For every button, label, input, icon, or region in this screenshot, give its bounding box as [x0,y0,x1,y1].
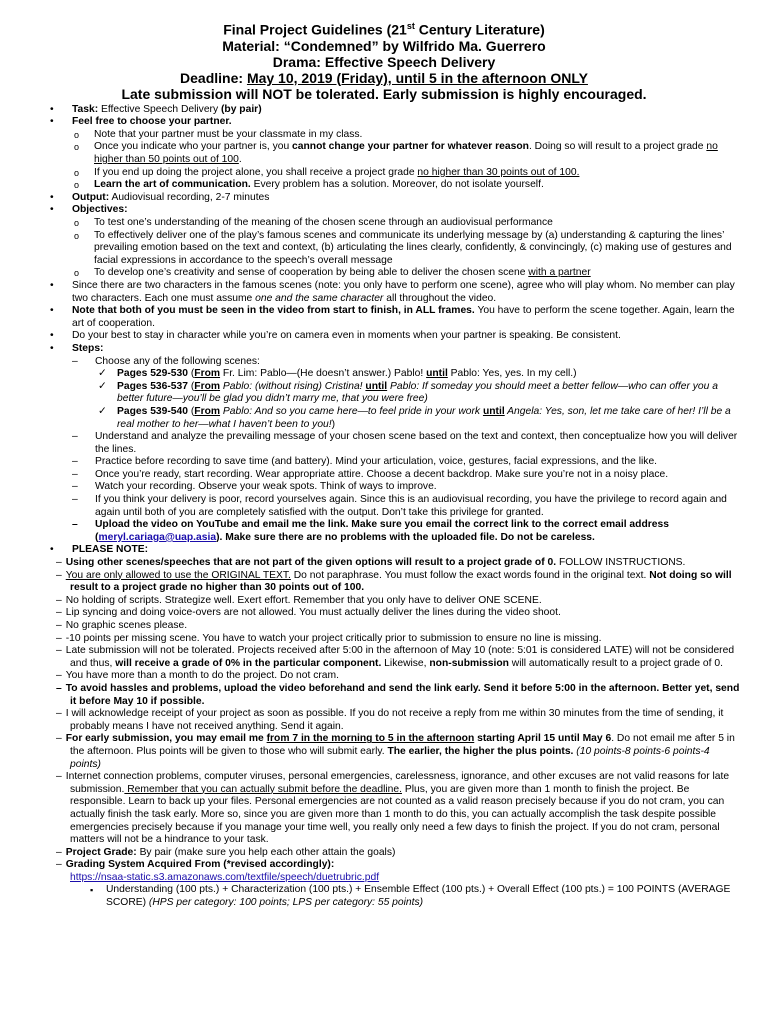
note-item: – You are only allowed to use the ORIGINAL TEXT. Do not paraphrase. You must follow the exact words found in the original text. Not doing so will result to a project grade no higher than 30 points out of 100. [56,569,732,594]
scene-item: ✓ Pages 536-537 (From Pablo: (without rising) Cristina! until Pablo: If someday you should meet a better fellow—who can offer you a better future—you’ll be glad you didn’t marry me, that you were free) [98,380,718,405]
page-title: Final Project Guidelines (21st Century Literature) [223,21,545,38]
list-item: o To test one’s understanding of the meaning of the chosen scene through an audiovisual performance [74,217,553,228]
note-item: – Project Grade: By pair (make sure you help each other attain the goals) [56,846,396,858]
note-item: – Using other scenes/speeches that are not part of the given options will result to a project grade of 0. FOLLOW INSTRUCTIONS. [56,557,686,569]
upload-item: – Upload the video on YouTube and email me the link. Make sure you email the correct link to the correct email address (meryl.cariaga@uap.asia). Make sure there are no problems with the uploaded file. Do not be careless. [72,519,669,543]
partner-heading: • Feel free to choose your partner. [50,116,232,128]
list-item: – Choose any of the following scenes: [72,355,260,367]
note-item: – Internet connection problems, computer viruses, personal emergencies, carelessness, ignorance, and other excuses are not valid reasons for late submission. Remember that you can actually submit before the deadline. Plus, you are given more than 1 month to finish the project. Be responsible. Learn to back up your files. Personal emergencies are not counted as a valid reason precisely because if you do not cram, you can actually finish the task early. More so, since you are given more than 1 month to do this, you can actually accomplish the task despite possible emergencies precisely because if you manage your time well, you really only need a few days to finish the project. If you do not cram, personal matters will not be a hindrance to your task. [56,771,730,846]
note-item: – Grading System Acquired From (*revised accordingly): [56,859,335,871]
since-item: • Since there are two characters in the famous scenes (note: you only have to perform one scene), agree who will play whom. No member can play two characters. Each one must assume one and the same character all throughout the video. [50,279,735,304]
list-item: o Note that your partner must be your classmate in my class. [74,128,363,140]
list-item: – Watch your recording. Observe your weak spots. Think of ways to improve. [72,481,437,493]
do-best-item: • Do your best to stay in character while you’re on camera even in moments when your partner is speaking. Be consistent. [50,330,621,342]
note-item: – -10 points per missing scene. You have to watch your project critically prior to submission to ensure no line is missing. [56,632,602,644]
email-link[interactable]: meryl.cariaga@uap.asia [98,531,217,543]
steps-heading: • Steps: [50,342,104,354]
document-header [0,18,768,102]
list-item: o Learn the art of communication. Every problem has a solution. Moreover, do not isolate yourself. [74,179,544,191]
scene-item: ✓ Pages 529-530 (From Fr. Lim: Pablo—(He doesn’t answer.) Pablo! until Pablo: Yes, yes. In my cell.) [98,368,577,380]
rubric-link[interactable]: https://nsaa-static.s3.amazonaws.com/textfile/speech/duetrubric.pdf [70,871,380,883]
list-item: – Practice before recording to save time (and battery). Mind your articulation, voice, gestures, facial expressions, and the like. [72,456,658,468]
note-item: – To avoid hassles and problems, upload the video beforehand and send the link early. Send it before 5:00 in the afternoon. Better yet, send it before May 10 if possible. [56,682,740,707]
guidelines-body [0,104,768,910]
list-item: – If you think your delivery is poor, record yourselves again. Since this is an audiovisual recording, you have the privilege to record again and again until both of you are completely satisfied with the output. Don’t take this privilege for granted. [72,494,727,518]
rubric-link-row [0,872,740,885]
list-item: o To effectively deliver one of the play’s famous scenes and communicate its underlying message by (a) understanding & capturing the lines’ prevailing emotion based on the text and context, (b) articulating the lines clearly, confidently, & convincingly, (c) making use of gestures and facial expressions in accordance to the speech’s overall message [74,229,732,266]
note-item: – I will acknowledge receipt of your project as soon as possible. If you do not receive a reply from me within 30 minutes from the time of sending, it probably means I have not received anything. Send it again. [56,708,724,732]
note-item: – No graphic scenes please. [56,620,188,631]
material-line: Material: “Condemned” by Wilfrido Ma. Guerrero [222,37,546,54]
scene-item: ✓ Pages 539-540 (From Pablo: And so you came here—to feel pride in your work until Angela: Yes, son, let me take care of her! I’ll be a real mother to her—what I haven’t been to you!) [98,405,731,430]
please-note-heading: • PLEASE NOTE: [50,544,149,556]
note-item: – You have more than a month to do the project. Do not cram. [56,670,339,682]
list-item: o If you end up doing the project alone, you shall receive a project grade no higher than 30 points out of 100. [74,166,580,178]
drama-line: Drama: Effective Speech Delivery [272,53,496,70]
note-item: – No holding of scripts. Strategize well. Exert effort. Remember that you only have to deliver ONE SCENE. [56,594,542,606]
note-item: – Late submission will not be tolerated. Projects received after 5:00 in the afternoon of May 10 (note: 5:01 is considered LATE) will not be considered and thus, will receive a grade of 0% in the particular component. Likewise, non-submission will automatically result to a project grade of 0. [56,645,735,669]
list-item: – Once you’re ready, start recording. Wear appropriate attire. Choose a decent backdrop. Make sure you’re not in a noisy place. [72,468,669,480]
objectives-heading: • Objectives: [50,204,128,216]
list-item: – Understand and analyze the prevailing message of your chosen scene based on the text and context, then conceptualize how you will deliver the lines. [72,431,738,455]
output-item: • Output: Audiovisual recording, 2-7 minutes [50,191,270,203]
note-item: – For early submission, you may email me from 7 in the morning to 5 in the afternoon starting April 15 until May 6. Do not email me after 5 in the afternoon. Plus points will be given to those who will submit early. The earlier, the higher the plus points. (10 points-8 points-6 points-4 points) [56,733,735,770]
note-both-item: • Note that both of you must be seen in the video from start to finish, in ALL frames. You have to perform the scene together. Again, learn the art of cooperation. [50,305,735,329]
note-item: – Lip syncing and doing voice-overs are not allowed. You must actually deliver the lines during the video shoot. [56,607,561,619]
formula-item: ▪ Understanding (100 pts.) + Characterization (100 pts.) + Ensemble Effect (100 pts.) + Overall Effect (100 pts.) = 100 POINTS (AVERAGE SCORE) (HPS per category: 100 points; LPS per category: 55 points) [90,884,731,909]
late-notice: Late submission will NOT be tolerated. Early submission is highly encouraged. [121,85,647,102]
list-item: o To develop one’s creativity and sense of cooperation by being able to deliver the chosen scene with a partner [74,267,591,279]
deadline-line: Deadline: May 10, 2019 (Friday), until 5 in the afternoon ONLY [180,69,588,86]
list-item: o Once you indicate who your partner is, you cannot change your partner for whatever reason. Doing so will result to a project grade no higher than 50 points out of 100. [74,141,718,166]
task-item: • Task: Effective Speech Delivery (by pair) [50,103,262,115]
